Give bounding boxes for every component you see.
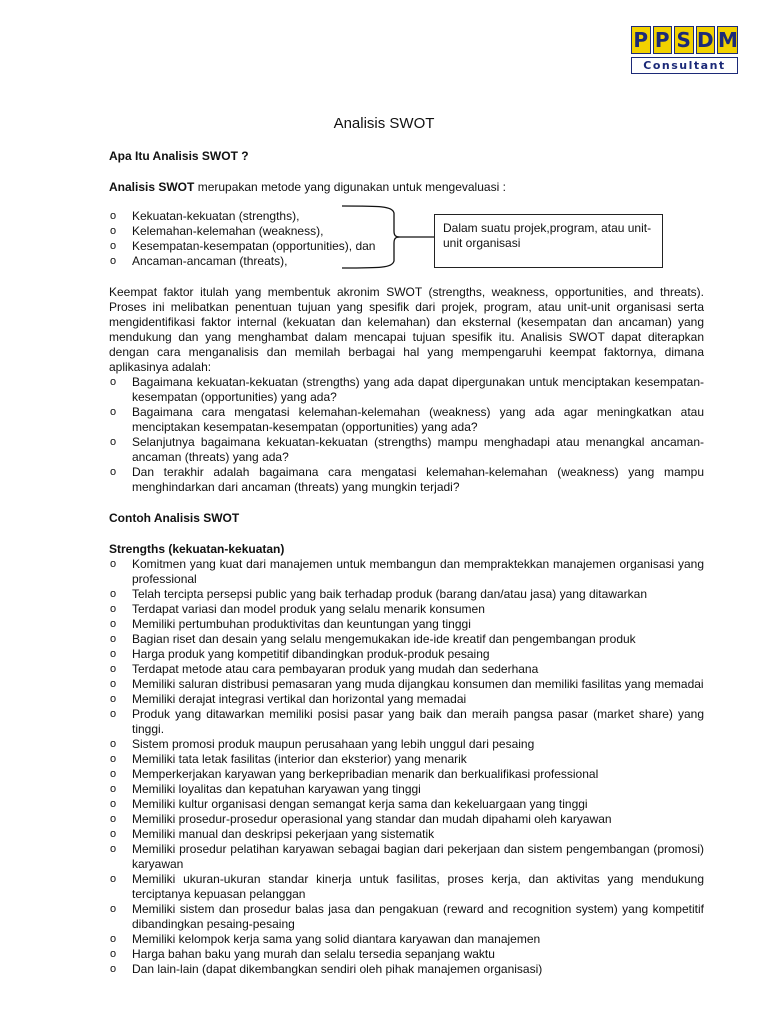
swot-paragraph: Keempat faktor itulah yang membentuk akronim SWOT (strengths, weakness, opportunities, and threats). Proses ini melibatkan penentuan tujuan yang spesifik dari projek, program, atau unit-unit organisasi serta mengidentifikasi faktor internal (kekuatan dan kelemahan) dan eksternal (kesempatan dan ancaman) yang mendukung dan yang menghambat dalam mencapai tujuan spesifik itu. Analisis SWOT dapat diterapkan dengan cara menganalisis dan memilah berbagai hal yang mempengaruhi keempat faktornya, dimana aplikasinya adalah: — [109, 285, 704, 374]
list-item-text: Memiliki kelompok kerja sama yang solid diantara karyawan dan manajemen — [132, 932, 541, 946]
strengths-list — [109, 557, 704, 977]
list-item — [109, 782, 704, 797]
list-item — [109, 405, 704, 435]
list-item — [109, 435, 704, 465]
list-item-text: Harga bahan baku yang murah dan selalu tersedia sepanjang waktu — [132, 947, 495, 961]
callout-text: Dalam suatu projek,program, atau unit-unit organisasi — [443, 221, 652, 250]
list-item-text: Memiliki prosedur-prosedur operasional yang standar dan mudah dipahami oleh karyawan — [132, 812, 612, 826]
list-item — [109, 767, 704, 782]
list-item-text: Dan lain-lain (dapat dikembangkan sendiri oleh pihak manajemen organisasi) — [132, 962, 543, 976]
bullet: o — [110, 738, 117, 750]
logo-letters — [631, 26, 738, 54]
intro-sentence — [109, 180, 704, 195]
list-item-text: Bagaimana cara mengatasi kelemahan-kelemahan (weakness) yang ada agar meningkatkan atau menciptakan kesempatan-kesempatan (opportunities) yang ada? — [132, 405, 704, 434]
bullet: o — [110, 588, 117, 600]
logo-subtitle: Consultant — [631, 57, 738, 74]
list-item-text: Kelemahan-kelemahan (weakness), — [132, 224, 324, 238]
list-item-text: Ancaman-ancaman (threats), — [132, 254, 288, 268]
list-item-text: Memiliki manual dan deskripsi pekerjaan yang sistematik — [132, 827, 435, 841]
list-item — [109, 647, 704, 662]
swot-question-list — [109, 375, 704, 495]
list-item-text: Memiliki kultur organisasi dengan semangat kerja sama dan kekeluargaan yang tinggi — [132, 797, 588, 811]
list-item-text: Dan terakhir adalah bagaimana cara mengatasi kelemahan-kelemahan (weakness) yang mampu menghindarkan dari ancaman (threats) yang mungkin terjadi? — [132, 465, 704, 494]
list-item-text: Memperkerjakan karyawan yang berkepribadian menarik dan berkualifikasi professional — [132, 767, 599, 781]
subheading-strengths: Strengths (kekuatan-kekuatan) — [109, 542, 285, 556]
list-item — [109, 632, 704, 647]
list-item — [109, 677, 704, 692]
bullet: o — [110, 255, 117, 267]
bullet: o — [110, 376, 117, 388]
list-item-text: Memiliki tata letak fasilitas (interior dan eksterior) yang menarik — [132, 752, 467, 766]
document-body — [109, 149, 704, 977]
list-item-text: Sistem promosi produk maupun perusahaan yang lebih unggul dari pesaing — [132, 737, 535, 751]
list-item — [109, 962, 704, 977]
section-heading-contoh: Contoh Analisis SWOT — [109, 511, 240, 525]
bullet: o — [110, 693, 117, 705]
section-heading-apa-itu: Apa Itu Analisis SWOT ? — [109, 149, 249, 163]
bullet: o — [110, 633, 117, 645]
bullet: o — [110, 903, 117, 915]
bullet: o — [110, 436, 117, 448]
bullet: o — [110, 753, 117, 765]
list-item — [109, 902, 704, 932]
list-item — [109, 557, 704, 587]
list-item-text: Produk yang ditawarkan memiliki posisi pasar yang baik dan meraih pangsa pasar (market share) yang tinggi. — [132, 707, 704, 736]
logo-letter: P — [631, 26, 651, 54]
brace-connector — [340, 203, 436, 271]
list-item — [109, 692, 704, 707]
ppsdm-logo — [631, 26, 738, 74]
list-item-text: Bagaimana kekuatan-kekuatan (strengths) yang ada dapat dipergunakan untuk menciptakan kesempatan-kesempatan (opportunities) yang ada? — [132, 375, 704, 404]
list-item-text: Memiliki saluran distribusi pemasaran yang muda dijangkau konsumen dan memiliki fasilitas yang memadai — [132, 677, 704, 691]
bullet: o — [110, 225, 117, 237]
bullet: o — [110, 210, 117, 222]
bullet: o — [110, 873, 117, 885]
list-item — [109, 752, 704, 767]
list-item-text: Kesempatan-kesempatan (opportunities), dan — [132, 239, 376, 253]
list-item-text: Telah tercipta persepsi public yang baik terhadap produk (barang dan/atau jasa) yang ditawarkan — [132, 587, 647, 601]
bullet: o — [110, 648, 117, 660]
list-item — [109, 602, 704, 617]
list-item-text: Selanjutnya bagaimana kekuatan-kekuatan (strengths) mampu menghadapi atau menangkal ancaman-ancaman (threats) yang ada? — [132, 435, 704, 464]
list-item-text: Memiliki ukuran-ukuran standar kinerja untuk fasilitas, proses kerja, dan aktivitas yang mendukung terciptanya kepuasan pelanggan — [132, 872, 704, 901]
list-item-text: Memiliki prosedur pelatihan karyawan sebagai bagian dari pekerjaan dan sistem pengembangan (promosi) karyawan — [132, 842, 704, 871]
bullet: o — [110, 240, 117, 252]
logo-letter: D — [696, 28, 714, 52]
bullet: o — [110, 558, 117, 570]
bullet: o — [110, 798, 117, 810]
callout-box — [434, 214, 663, 268]
document-title: Analisis SWOT — [333, 115, 435, 132]
list-item — [109, 617, 704, 632]
bullet: o — [110, 663, 117, 675]
list-item-text: Bagian riset dan desain yang selalu mengemukakan ide-ide kreatif dan pengembangan produk — [132, 632, 636, 646]
list-item — [109, 947, 704, 962]
list-item-text: Memiliki sistem dan prosedur balas jasa dan pengakuan (reward and recognition system) yang kompetitif dibandingkan pesaing-pesaing — [132, 902, 704, 931]
list-item-text: Harga produk yang kompetitif dibandingkan produk-produk pesaing — [132, 647, 490, 661]
list-item-text: Memiliki loyalitas dan kepatuhan karyawan yang tinggi — [132, 782, 421, 796]
bullet: o — [110, 933, 117, 945]
list-item-text: Memiliki pertumbuhan produktivitas dan keuntungan yang tinggi — [132, 617, 471, 631]
bullet: o — [110, 813, 117, 825]
list-item — [109, 737, 704, 752]
list-item-text: Terdapat metode atau cara pembayaran produk yang mudah dan sederhana — [132, 662, 539, 676]
bullet: o — [110, 768, 117, 780]
bullet: o — [110, 466, 117, 478]
list-item — [109, 827, 704, 842]
list-item — [109, 707, 704, 737]
bullet: o — [110, 963, 117, 975]
list-item — [109, 465, 704, 495]
bullet: o — [110, 843, 117, 855]
list-item-text: Memiliki derajat integrasi vertikal dan horizontal yang memadai — [132, 692, 467, 706]
bullet: o — [110, 948, 117, 960]
list-item — [109, 797, 704, 812]
logo-letter: P — [653, 26, 673, 54]
list-item — [109, 932, 704, 947]
logo-letter: S — [674, 26, 694, 54]
list-item-text: Komitmen yang kuat dari manajemen untuk membangun dan mempraktekkan manajemen organisasi yang professional — [132, 557, 704, 586]
list-item — [109, 872, 704, 902]
bullet: o — [110, 618, 117, 630]
bullet: o — [110, 828, 117, 840]
intro-bold-term: Analisis SWOT — [109, 180, 195, 194]
logo-letter: M — [718, 28, 738, 52]
list-item-text: Kekuatan-kekuatan (strengths), — [132, 209, 300, 223]
bullet: o — [110, 678, 117, 690]
list-item — [109, 812, 704, 827]
list-item — [109, 587, 704, 602]
bullet: o — [110, 603, 117, 615]
bullet: o — [110, 708, 117, 720]
list-item — [109, 842, 704, 872]
bullet: o — [110, 783, 117, 795]
list-item-text: Terdapat variasi dan model produk yang selalu menarik konsumen — [132, 602, 485, 616]
bullet: o — [110, 406, 117, 418]
list-item — [109, 662, 704, 677]
list-item — [109, 375, 704, 405]
intro-rest: merupakan metode yang digunakan untuk mengevaluasi : — [194, 180, 506, 194]
